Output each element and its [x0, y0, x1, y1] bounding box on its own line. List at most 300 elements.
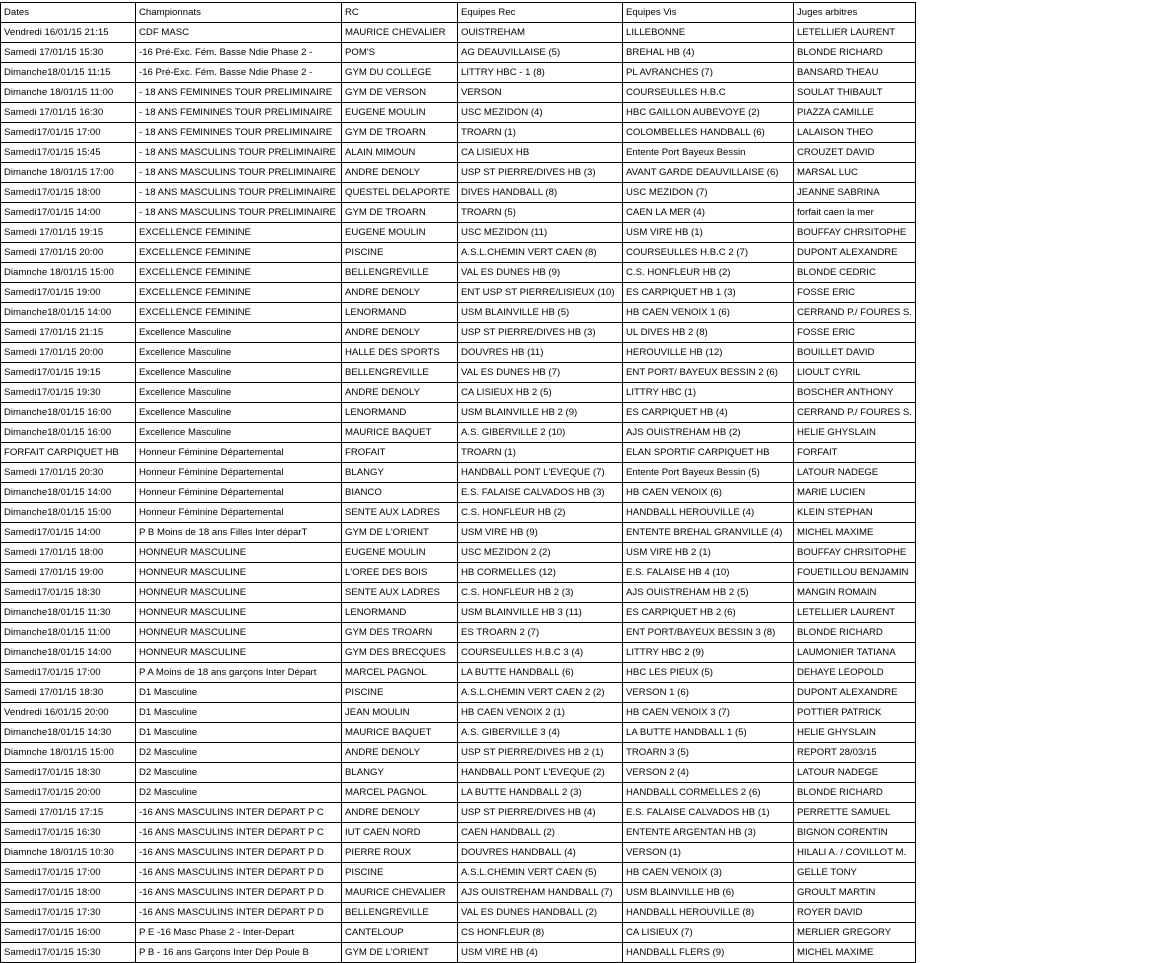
cell-juge-arbitre: MICHEL MAXIME — [794, 523, 916, 543]
cell-equipe-rec: USM VIRE HB (9) — [458, 523, 623, 543]
cell-championnat: HONNEUR MASCULINE — [136, 643, 342, 663]
cell-championnat: Honneur Féminine Départemental — [136, 443, 342, 463]
cell-rc: GYM DE L'ORIENT — [342, 943, 458, 963]
table-row — [1, 483, 916, 503]
table-row — [1, 343, 916, 363]
cell-championnat: D2 Masculine — [136, 783, 342, 803]
cell-equipe-vis: ENT PORT/BAYEUX BESSIN 3 (8) — [623, 623, 794, 643]
cell-equipe-vis: LITTRY HBC 2 (9) — [623, 643, 794, 663]
cell-championnat: Honneur Féminine Départemental — [136, 483, 342, 503]
cell-equipe-rec: USP ST PIERRE/DIVES HB 2 (1) — [458, 743, 623, 763]
cell-equipe-vis: USM VIRE HB (1) — [623, 223, 794, 243]
header-rc: RC — [342, 3, 458, 23]
cell-juge-arbitre: CROUZET DAVID — [794, 143, 916, 163]
cell-equipe-vis: E.S. FALAISE CALVADOS HB (1) — [623, 803, 794, 823]
cell-date: Samedi17/01/15 16:30 — [1, 823, 136, 843]
cell-championnat: -16 ANS MASCULINS INTER DEPART P D — [136, 883, 342, 903]
cell-equipe-rec: ENT USP ST PIERRE/LISIEUX (10) — [458, 283, 623, 303]
cell-juge-arbitre: ROYER DAVID — [794, 903, 916, 923]
cell-equipe-rec: ES TROARN 2 (7) — [458, 623, 623, 643]
cell-rc: MAURICE CHEVALIER — [342, 23, 458, 43]
cell-rc: GYM DES BRECQUES — [342, 643, 458, 663]
cell-rc: ANDRE DENOLY — [342, 323, 458, 343]
cell-championnat: CDF MASC — [136, 23, 342, 43]
cell-equipe-rec: OUISTREHAM — [458, 23, 623, 43]
table-row — [1, 643, 916, 663]
cell-juge-arbitre: BLONDE RICHARD — [794, 623, 916, 643]
cell-championnat: -16 ANS MASCULINS INTER DEPART P D — [136, 903, 342, 923]
table-row — [1, 103, 916, 123]
cell-juge-arbitre: HELIE GHYSLAIN — [794, 423, 916, 443]
cell-equipe-rec: HANDBALL PONT L'EVEQUE (2) — [458, 763, 623, 783]
table-row — [1, 623, 916, 643]
cell-equipe-vis: ES CARPIQUET HB 2 (6) — [623, 603, 794, 623]
cell-date: Dimanche18/01/15 11:00 — [1, 623, 136, 643]
cell-date: Diamnche 18/01/15 10:30 — [1, 843, 136, 863]
cell-equipe-rec: VAL ES DUNES HB (7) — [458, 363, 623, 383]
cell-rc: LENORMAND — [342, 603, 458, 623]
cell-equipe-rec: USC MEZIDON (4) — [458, 103, 623, 123]
cell-juge-arbitre: forfait caen la mer — [794, 203, 916, 223]
cell-championnat: P B - 16 ans Garçons Inter Dép Poule B — [136, 943, 342, 963]
cell-date: FORFAIT CARPIQUET HB — [1, 443, 136, 463]
cell-championnat: P E -16 Masc Phase 2 - Inter-Depart — [136, 923, 342, 943]
cell-juge-arbitre: CERRAND P./ FOURES S. — [794, 403, 916, 423]
cell-rc: BIANCO — [342, 483, 458, 503]
cell-date: Samedi 17/01/15 18:00 — [1, 543, 136, 563]
table-row — [1, 543, 916, 563]
cell-championnat: P B Moins de 18 ans Filles Inter déparT — [136, 523, 342, 543]
cell-date: Dimanche18/01/15 11:15 — [1, 63, 136, 83]
cell-championnat: - 18 ANS MASCULINS TOUR PRELIMINAIRE — [136, 183, 342, 203]
table-row — [1, 23, 916, 43]
cell-championnat: Excellence Masculine — [136, 423, 342, 443]
cell-equipe-rec: CA LISIEUX HB 2 (5) — [458, 383, 623, 403]
cell-equipe-vis: AJS OUISTREHAM HB 2 (5) — [623, 583, 794, 603]
cell-rc: BELLENGREVILLE — [342, 363, 458, 383]
cell-date: Samedi 17/01/15 21:15 — [1, 323, 136, 343]
cell-rc: SENTE AUX LADRES — [342, 583, 458, 603]
header-row — [1, 3, 916, 23]
cell-juge-arbitre: BLONDE RICHARD — [794, 43, 916, 63]
cell-date: Diamnche 18/01/15 15:00 — [1, 743, 136, 763]
table-row — [1, 923, 916, 943]
table-row — [1, 63, 916, 83]
cell-juge-arbitre: FORFAIT — [794, 443, 916, 463]
cell-equipe-vis: LITTRY HBC (1) — [623, 383, 794, 403]
table-row — [1, 363, 916, 383]
cell-equipe-vis: LILLEBONNE — [623, 23, 794, 43]
table-row — [1, 823, 916, 843]
cell-equipe-rec: HB CORMELLES (12) — [458, 563, 623, 583]
cell-date: Samedi 17/01/15 16:30 — [1, 103, 136, 123]
cell-championnat: HONNEUR MASCULINE — [136, 583, 342, 603]
cell-date: Dimanche18/01/15 16:00 — [1, 403, 136, 423]
cell-equipe-vis: HB CAEN VENOIX 1 (6) — [623, 303, 794, 323]
cell-equipe-rec: DOUVRES HANDBALL (4) — [458, 843, 623, 863]
cell-rc: MAURICE BAQUET — [342, 723, 458, 743]
cell-date: Dimanche18/01/15 11:30 — [1, 603, 136, 623]
cell-equipe-rec: USC MEZIDON 2 (2) — [458, 543, 623, 563]
cell-juge-arbitre: JEANNE SABRINA — [794, 183, 916, 203]
cell-rc: GYM DE TROARN — [342, 123, 458, 143]
cell-date: Dimanche18/01/15 14:30 — [1, 723, 136, 743]
cell-equipe-rec: USC MEZIDON (11) — [458, 223, 623, 243]
table-row — [1, 283, 916, 303]
cell-equipe-rec: LITTRY HBC - 1 (8) — [458, 63, 623, 83]
cell-juge-arbitre: LAUMONIER TATIANA — [794, 643, 916, 663]
cell-equipe-vis: CAEN LA MER (4) — [623, 203, 794, 223]
cell-date: Samedi17/01/15 19:00 — [1, 283, 136, 303]
header-equipes-rec: Equipes Rec — [458, 3, 623, 23]
cell-date: Samedi17/01/15 17:30 — [1, 903, 136, 923]
cell-equipe-vis: HANDBALL HEROUVILLE (4) — [623, 503, 794, 523]
cell-date: Dimanche18/01/15 16:00 — [1, 423, 136, 443]
cell-date: Dimanche18/01/15 14:00 — [1, 303, 136, 323]
cell-date: Samedi17/01/15 18:00 — [1, 883, 136, 903]
cell-date: Samedi 17/01/15 17:15 — [1, 803, 136, 823]
cell-juge-arbitre: REPORT 28/03/15 — [794, 743, 916, 763]
cell-championnat: -16 Pré-Exc. Fém. Basse Ndie Phase 2 - — [136, 43, 342, 63]
cell-equipe-vis: HBC LES PIEUX (5) — [623, 663, 794, 683]
cell-championnat: Excellence Masculine — [136, 343, 342, 363]
cell-date: Samedi17/01/15 17:00 — [1, 123, 136, 143]
table-row — [1, 563, 916, 583]
cell-juge-arbitre: MICHEL MAXIME — [794, 943, 916, 963]
cell-rc: BELLENGREVILLE — [342, 263, 458, 283]
cell-rc: L'OREE DES BOIS — [342, 563, 458, 583]
cell-equipe-vis: HEROUVILLE HB (12) — [623, 343, 794, 363]
cell-rc: IUT CAEN NORD — [342, 823, 458, 843]
cell-equipe-vis: USM BLAINVILLE HB (6) — [623, 883, 794, 903]
cell-juge-arbitre: BANSARD THEAU — [794, 63, 916, 83]
cell-rc: PISCINE — [342, 243, 458, 263]
header-championnats: Championnats — [136, 3, 342, 23]
table-row — [1, 883, 916, 903]
header-equipes-vis: Equipes Vis — [623, 3, 794, 23]
cell-rc: BLANGY — [342, 763, 458, 783]
cell-championnat: D1 Masculine — [136, 723, 342, 743]
cell-equipe-rec: TROARN (1) — [458, 443, 623, 463]
cell-date: Samedi 17/01/15 18:30 — [1, 683, 136, 703]
cell-equipe-vis: Entente Port Bayeux Bessin (5) — [623, 463, 794, 483]
cell-rc: SENTE AUX LADRES — [342, 503, 458, 523]
cell-championnat: EXCELLENCE FEMININE — [136, 223, 342, 243]
cell-juge-arbitre: FOUETILLOU BENJAMIN — [794, 563, 916, 583]
cell-equipe-vis: USC MEZIDON (7) — [623, 183, 794, 203]
cell-juge-arbitre: DUPONT ALEXANDRE — [794, 243, 916, 263]
cell-equipe-vis: E.S. FALAISE HB 4 (10) — [623, 563, 794, 583]
cell-championnat: HONNEUR MASCULINE — [136, 623, 342, 643]
cell-championnat: -16 ANS MASCULINS INTER DEPART P C — [136, 803, 342, 823]
cell-date: Samedi 17/01/15 20:00 — [1, 243, 136, 263]
cell-juge-arbitre: MANGIN ROMAIN — [794, 583, 916, 603]
cell-juge-arbitre: PERRETTE SAMUEL — [794, 803, 916, 823]
cell-equipe-rec: A.S.L.CHEMIN VERT CAEN 2 (2) — [458, 683, 623, 703]
table-row — [1, 383, 916, 403]
cell-equipe-rec: USM VIRE HB (4) — [458, 943, 623, 963]
cell-juge-arbitre: LALAISON THEO — [794, 123, 916, 143]
cell-equipe-vis: CA LISIEUX (7) — [623, 923, 794, 943]
cell-date: Samedi17/01/15 19:15 — [1, 363, 136, 383]
cell-championnat: EXCELLENCE FEMININE — [136, 303, 342, 323]
cell-equipe-rec: C.S. HONFLEUR HB (2) — [458, 503, 623, 523]
cell-date: Diamnche 18/01/15 15:00 — [1, 263, 136, 283]
cell-rc: GYM DE TROARN — [342, 203, 458, 223]
cell-rc: BELLENGREVILLE — [342, 903, 458, 923]
cell-rc: HALLE DES SPORTS — [342, 343, 458, 363]
cell-date: Samedi17/01/15 19:30 — [1, 383, 136, 403]
cell-championnat: Excellence Masculine — [136, 323, 342, 343]
cell-juge-arbitre: DEHAYE LEOPOLD — [794, 663, 916, 683]
cell-championnat: P A Moins de 18 ans garçons Inter Départ — [136, 663, 342, 683]
cell-championnat: -16 ANS MASCULINS INTER DEPART P D — [136, 863, 342, 883]
cell-championnat: Excellence Masculine — [136, 403, 342, 423]
cell-championnat: Honneur Féminine Départemental — [136, 463, 342, 483]
cell-equipe-vis: COURSEULLES H.B.C — [623, 83, 794, 103]
cell-championnat: - 18 ANS FEMININES TOUR PRELIMINAIRE — [136, 123, 342, 143]
table-row — [1, 303, 916, 323]
cell-equipe-vis: COLOMBELLES HANDBALL (6) — [623, 123, 794, 143]
cell-equipe-rec: E.S. FALAISE CALVADOS HB (3) — [458, 483, 623, 503]
cell-equipe-rec: HB CAEN VENOIX 2 (1) — [458, 703, 623, 723]
table-row — [1, 943, 916, 963]
header-dates: Dates — [1, 3, 136, 23]
cell-equipe-vis: VERSON 2 (4) — [623, 763, 794, 783]
cell-championnat: EXCELLENCE FEMININE — [136, 283, 342, 303]
cell-equipe-vis: HBC GAILLON AUBEVOYE (2) — [623, 103, 794, 123]
cell-equipe-vis: ES CARPIQUET HB (4) — [623, 403, 794, 423]
cell-juge-arbitre: LETELLIER LAURENT — [794, 603, 916, 623]
cell-championnat: - 18 ANS MASCULINS TOUR PRELIMINAIRE — [136, 163, 342, 183]
cell-championnat: HONNEUR MASCULINE — [136, 563, 342, 583]
cell-date: Samedi 17/01/15 19:15 — [1, 223, 136, 243]
cell-juge-arbitre: LATOUR NADEGE — [794, 463, 916, 483]
cell-rc: ANDRE DENOLY — [342, 283, 458, 303]
cell-rc: FROFAIT — [342, 443, 458, 463]
cell-equipe-vis: ENT PORT/ BAYEUX BESSIN 2 (6) — [623, 363, 794, 383]
cell-equipe-rec: HANDBALL PONT L'EVEQUE (7) — [458, 463, 623, 483]
cell-equipe-vis: LA BUTTE HANDBALL 1 (5) — [623, 723, 794, 743]
table-row — [1, 243, 916, 263]
cell-rc: ANDRE DENOLY — [342, 163, 458, 183]
cell-championnat: Honneur Féminine Départemental — [136, 503, 342, 523]
table-row — [1, 463, 916, 483]
cell-rc: JEAN MOULIN — [342, 703, 458, 723]
cell-equipe-rec: A.S. GIBERVILLE 3 (4) — [458, 723, 623, 743]
cell-equipe-rec: TROARN (5) — [458, 203, 623, 223]
cell-equipe-vis: AJS OUISTREHAM HB (2) — [623, 423, 794, 443]
table-row — [1, 603, 916, 623]
cell-equipe-rec: VAL ES DUNES HANDBALL (2) — [458, 903, 623, 923]
cell-championnat: -16 ANS MASCULINS INTER DEPART P C — [136, 823, 342, 843]
cell-championnat: -16 ANS MASCULINS INTER DEPART P D — [136, 843, 342, 863]
cell-date: Samedi17/01/15 18:30 — [1, 763, 136, 783]
cell-equipe-rec: USP ST PIERRE/DIVES HB (3) — [458, 323, 623, 343]
cell-juge-arbitre: BOSCHER ANTHONY — [794, 383, 916, 403]
table-row — [1, 783, 916, 803]
cell-equipe-vis: ENTENTE ARGENTAN HB (3) — [623, 823, 794, 843]
cell-equipe-vis: TROARN 3 (5) — [623, 743, 794, 763]
cell-equipe-rec: USM BLAINVILLE HB (5) — [458, 303, 623, 323]
cell-equipe-rec: LA BUTTE HANDBALL (6) — [458, 663, 623, 683]
cell-equipe-rec: AG DEAUVILLAISE (5) — [458, 43, 623, 63]
cell-rc: ANDRE DENOLY — [342, 743, 458, 763]
table-row — [1, 223, 916, 243]
cell-equipe-rec: VERSON — [458, 83, 623, 103]
table-row — [1, 663, 916, 683]
cell-equipe-vis: HB CAEN VENOIX 3 (7) — [623, 703, 794, 723]
cell-rc: QUESTEL DELAPORTE — [342, 183, 458, 203]
cell-equipe-vis: ES CARPIQUET HB 1 (3) — [623, 283, 794, 303]
cell-juge-arbitre: GROULT MARTIN — [794, 883, 916, 903]
cell-date: Samedi17/01/15 18:30 — [1, 583, 136, 603]
cell-juge-arbitre: BOUILLET DAVID — [794, 343, 916, 363]
cell-championnat: HONNEUR MASCULINE — [136, 603, 342, 623]
cell-rc: EUGENE MOULIN — [342, 543, 458, 563]
cell-juge-arbitre: SOULAT THIBAULT — [794, 83, 916, 103]
cell-equipe-vis: HB CAEN VENOIX (6) — [623, 483, 794, 503]
cell-equipe-vis: VERSON 1 (6) — [623, 683, 794, 703]
cell-championnat: HONNEUR MASCULINE — [136, 543, 342, 563]
cell-equipe-vis: AVANT GARDE DEAUVILLAISE (6) — [623, 163, 794, 183]
table-row — [1, 123, 916, 143]
cell-championnat: Excellence Masculine — [136, 363, 342, 383]
cell-juge-arbitre: GELLE TONY — [794, 863, 916, 883]
table-row — [1, 683, 916, 703]
cell-equipe-rec: USP ST PIERRE/DIVES HB (4) — [458, 803, 623, 823]
cell-date: Dimanche 18/01/15 11:00 — [1, 83, 136, 103]
table-row — [1, 703, 916, 723]
table-row — [1, 263, 916, 283]
table-row — [1, 403, 916, 423]
cell-juge-arbitre: HELIE GHYSLAIN — [794, 723, 916, 743]
cell-equipe-vis: BREHAL HB (4) — [623, 43, 794, 63]
cell-equipe-vis: USM VIRE HB 2 (1) — [623, 543, 794, 563]
header-juges-arbitres: Juges arbitres — [794, 3, 916, 23]
cell-juge-arbitre: MERLIER GREGORY — [794, 923, 916, 943]
cell-rc: MARCEL PAGNOL — [342, 783, 458, 803]
cell-championnat: -16 Pré-Exc. Fém. Basse Ndie Phase 2 - — [136, 63, 342, 83]
cell-date: Samedi17/01/15 15:30 — [1, 943, 136, 963]
cell-equipe-rec: VAL ES DUNES HB (9) — [458, 263, 623, 283]
table-row — [1, 743, 916, 763]
cell-date: Samedi17/01/15 17:00 — [1, 663, 136, 683]
cell-juge-arbitre: FOSSE ERIC — [794, 283, 916, 303]
cell-equipe-rec: CAEN HANDBALL (2) — [458, 823, 623, 843]
cell-juge-arbitre: PIAZZA CAMILLE — [794, 103, 916, 123]
table-row — [1, 723, 916, 743]
cell-equipe-rec: LA BUTTE HANDBALL 2 (3) — [458, 783, 623, 803]
cell-equipe-vis: PL AVRANCHES (7) — [623, 63, 794, 83]
cell-rc: MAURICE BAQUET — [342, 423, 458, 443]
cell-championnat: - 18 ANS FEMININES TOUR PRELIMINAIRE — [136, 83, 342, 103]
table-body — [1, 23, 916, 963]
cell-championnat: D2 Masculine — [136, 763, 342, 783]
cell-rc: EUGENE MOULIN — [342, 223, 458, 243]
table-row — [1, 503, 916, 523]
cell-rc: LENORMAND — [342, 303, 458, 323]
cell-equipe-vis: HANDBALL CORMELLES 2 (6) — [623, 783, 794, 803]
table-row — [1, 523, 916, 543]
cell-rc: CANTELOUP — [342, 923, 458, 943]
cell-equipe-vis: HANDBALL HEROUVILLE (8) — [623, 903, 794, 923]
cell-juge-arbitre: LIOULT CYRIL — [794, 363, 916, 383]
cell-rc: PIERRE ROUX — [342, 843, 458, 863]
cell-equipe-vis: Entente Port Bayeux Bessin — [623, 143, 794, 163]
cell-juge-arbitre: POTTIER PATRICK — [794, 703, 916, 723]
table-row — [1, 83, 916, 103]
cell-date: Samedi17/01/15 17:00 — [1, 863, 136, 883]
table-row — [1, 163, 916, 183]
cell-equipe-vis: HANDBALL FLERS (9) — [623, 943, 794, 963]
cell-championnat: Excellence Masculine — [136, 383, 342, 403]
cell-date: Samedi 17/01/15 20:30 — [1, 463, 136, 483]
cell-equipe-vis: ELAN SPORTIF CARPIQUET HB — [623, 443, 794, 463]
cell-rc: LENORMAND — [342, 403, 458, 423]
table-row — [1, 863, 916, 883]
cell-date: Samedi 17/01/15 19:00 — [1, 563, 136, 583]
table-row — [1, 423, 916, 443]
table-row — [1, 443, 916, 463]
cell-juge-arbitre: MARIE LUCIEN — [794, 483, 916, 503]
cell-date: Samedi17/01/15 18:00 — [1, 183, 136, 203]
table-row — [1, 903, 916, 923]
cell-juge-arbitre: BOUFFAY CHRSITOPHE — [794, 543, 916, 563]
cell-equipe-rec: CS HONFLEUR (8) — [458, 923, 623, 943]
cell-date: Samedi17/01/15 14:00 — [1, 523, 136, 543]
cell-championnat: D1 Masculine — [136, 683, 342, 703]
cell-juge-arbitre: BOUFFAY CHRSITOPHE — [794, 223, 916, 243]
cell-date: Vendredi 16/01/15 21:15 — [1, 23, 136, 43]
cell-rc: GYM DE VERSON — [342, 83, 458, 103]
cell-championnat: EXCELLENCE FEMININE — [136, 243, 342, 263]
table-row — [1, 43, 916, 63]
cell-juge-arbitre: HILALI A. / COVILLOT M. — [794, 843, 916, 863]
cell-equipe-rec: A.S.L.CHEMIN VERT CAEN (5) — [458, 863, 623, 883]
cell-equipe-rec: DOUVRES HB (11) — [458, 343, 623, 363]
cell-equipe-rec: A.S.L.CHEMIN VERT CAEN (8) — [458, 243, 623, 263]
cell-equipe-rec: CA LISIEUX HB — [458, 143, 623, 163]
cell-date: Dimanche18/01/15 14:00 — [1, 483, 136, 503]
schedule-table — [0, 2, 916, 963]
cell-juge-arbitre: CERRAND P./ FOURES S. — [794, 303, 916, 323]
cell-date: Vendredi 16/01/15 20:00 — [1, 703, 136, 723]
cell-equipe-rec: USM BLAINVILLE HB 3 (11) — [458, 603, 623, 623]
cell-date: Samedi17/01/15 20:00 — [1, 783, 136, 803]
cell-rc: EUGENE MOULIN — [342, 103, 458, 123]
table-row — [1, 323, 916, 343]
table-row — [1, 763, 916, 783]
table-row — [1, 143, 916, 163]
cell-equipe-rec: USP ST PIERRE/DIVES HB (3) — [458, 163, 623, 183]
table-row — [1, 203, 916, 223]
table-row — [1, 583, 916, 603]
cell-rc: MAURICE CHEVALIER — [342, 883, 458, 903]
cell-juge-arbitre: KLEIN STEPHAN — [794, 503, 916, 523]
cell-date: Dimanche18/01/15 15:00 — [1, 503, 136, 523]
cell-equipe-rec: AJS OUISTREHAM HANDBALL (7) — [458, 883, 623, 903]
table-row — [1, 803, 916, 823]
cell-rc: ALAIN MIMOUN — [342, 143, 458, 163]
cell-juge-arbitre: BLONDE RICHARD — [794, 783, 916, 803]
cell-date: Samedi17/01/15 14:00 — [1, 203, 136, 223]
cell-equipe-rec: C.S. HONFLEUR HB 2 (3) — [458, 583, 623, 603]
cell-rc: GYM DES TROARN — [342, 623, 458, 643]
cell-rc: BLANGY — [342, 463, 458, 483]
cell-equipe-rec: DIVES HANDBALL (8) — [458, 183, 623, 203]
cell-championnat: - 18 ANS FEMININES TOUR PRELIMINAIRE — [136, 103, 342, 123]
